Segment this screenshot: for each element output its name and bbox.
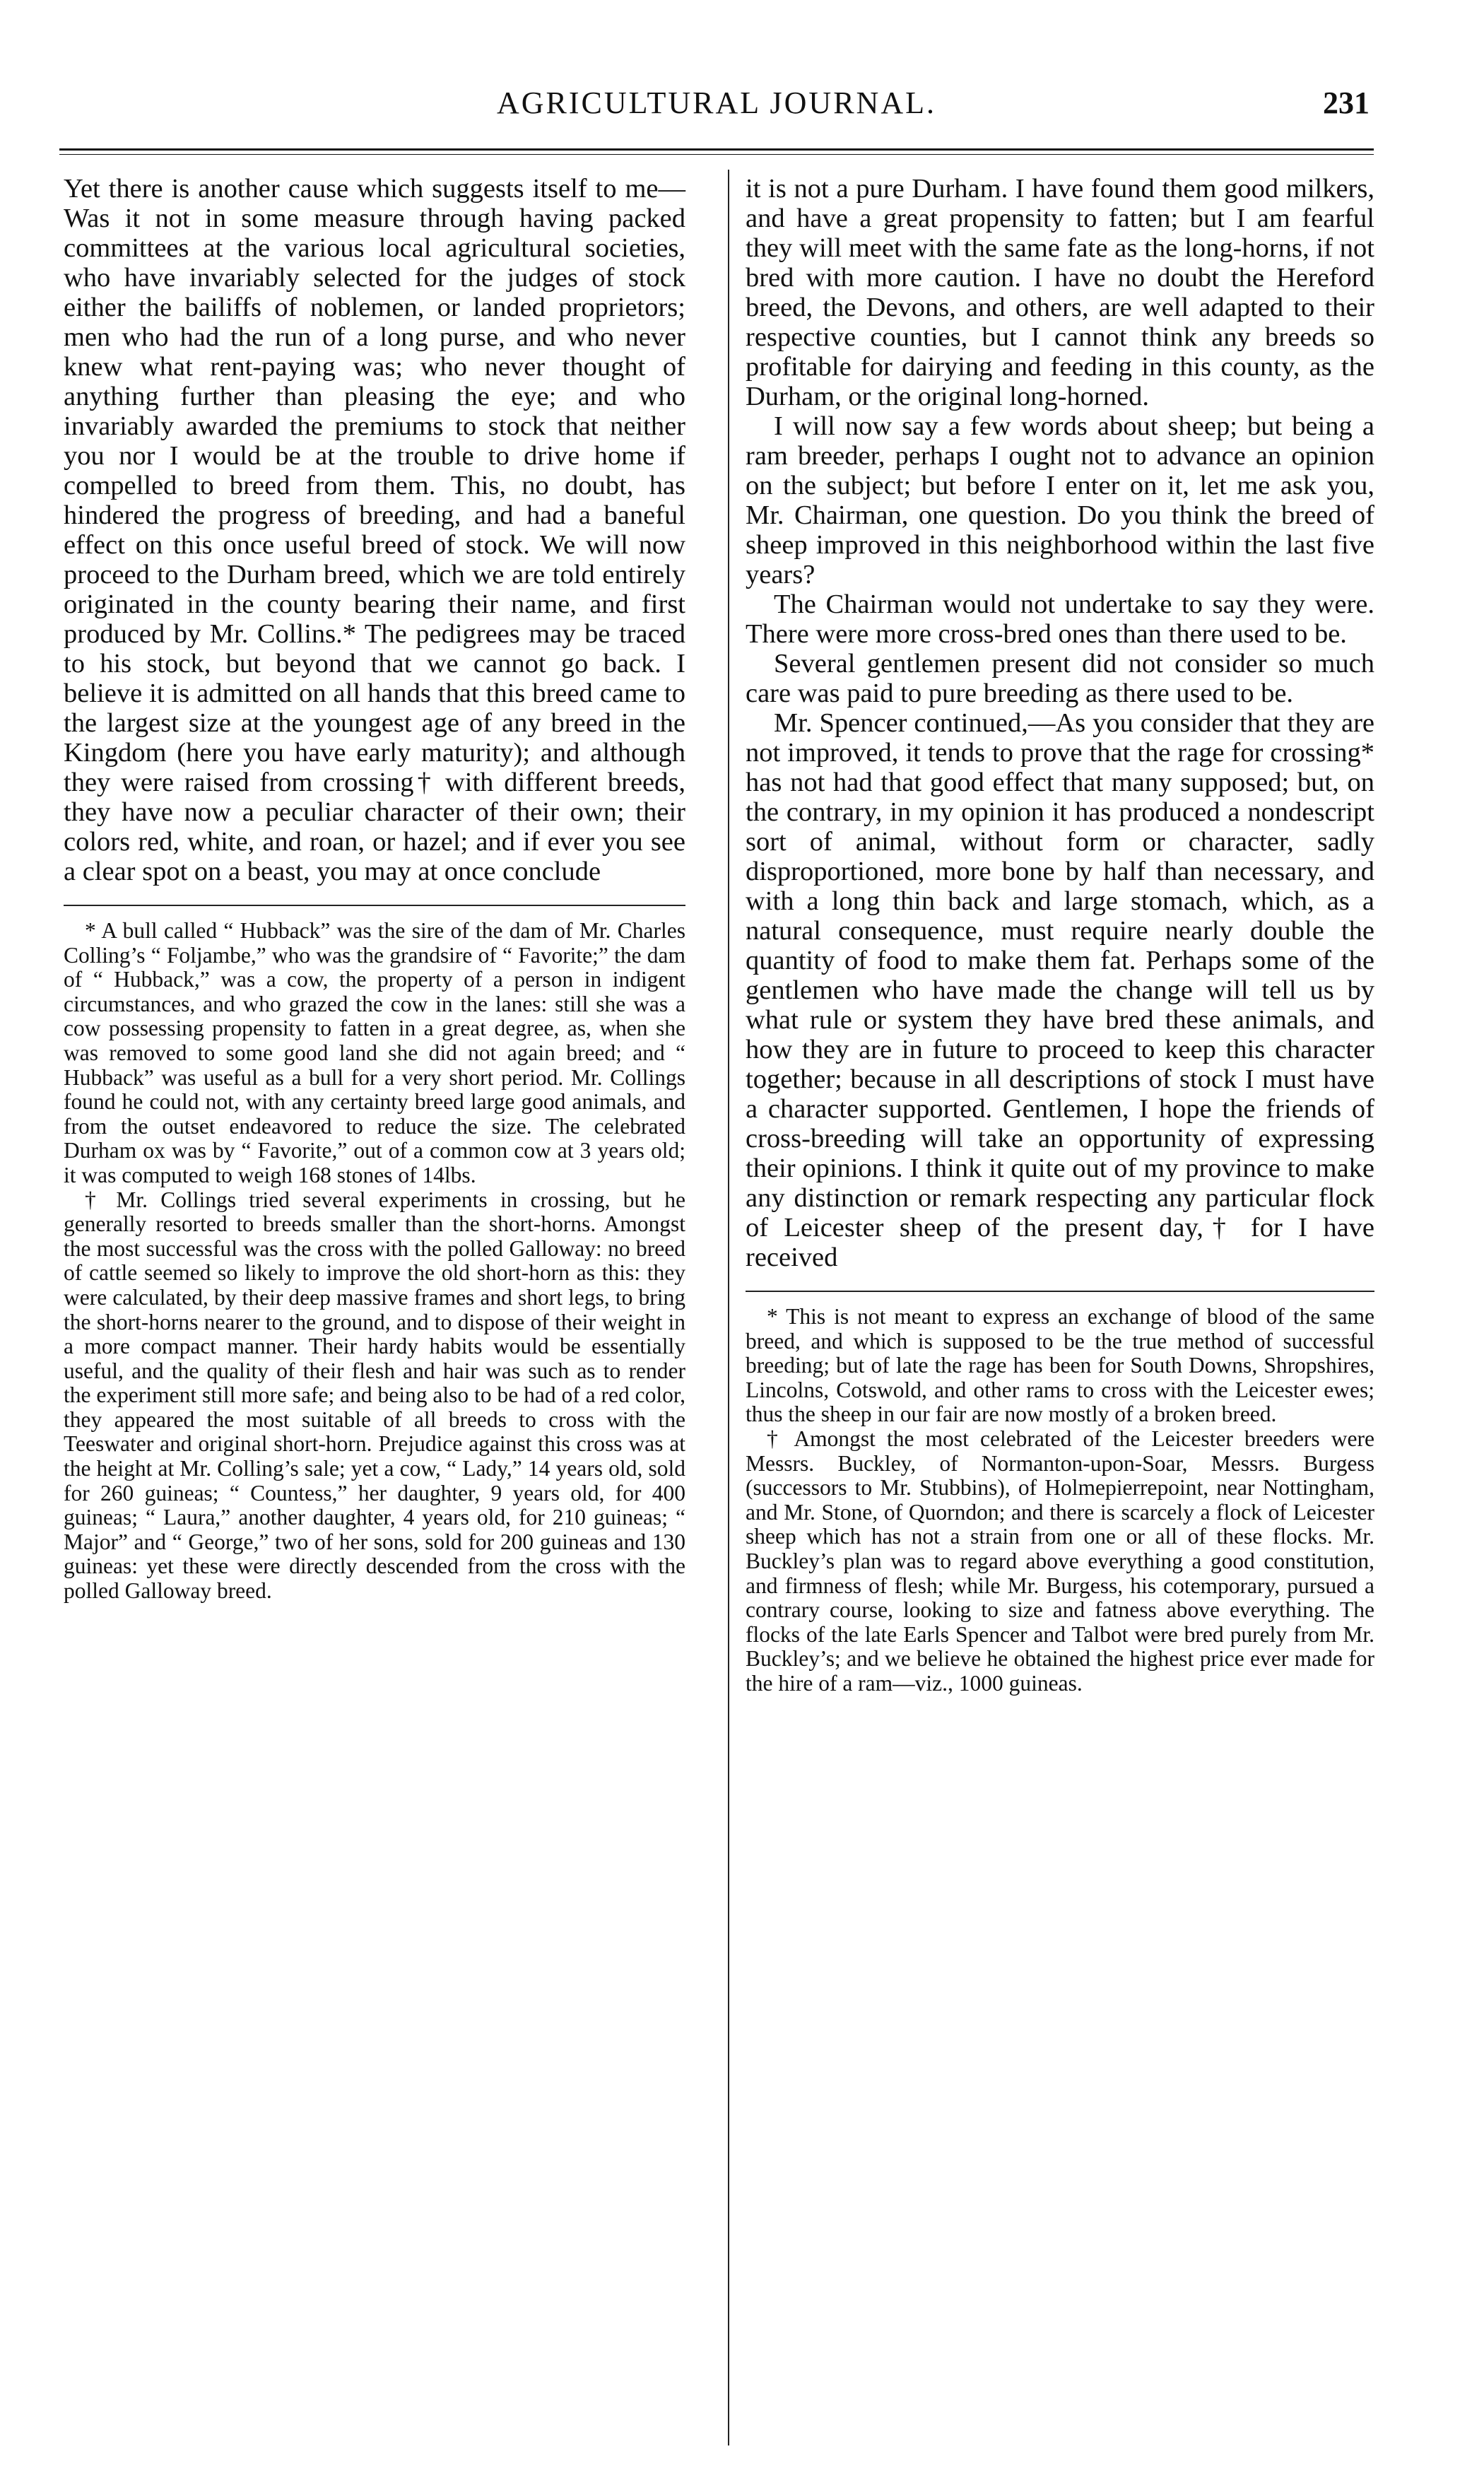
right-column xyxy=(746,174,1374,1696)
footnote-rule xyxy=(64,905,685,906)
column-divider xyxy=(728,170,729,2445)
footnote: † Amongst the most celebrated of the Leicester breeders were Messrs. Buckley, of Normanton-upon-Soar, Messrs. Burgess (successors to Mr. Stubbins), of Holmepierrepoint, near Nottingham, and Mr. Stone, of Quorndon; and there is scarcely a flock of Leicester sheep which has not a strain from one or all of these flocks. Mr. Buckley’s plan was to regard above everything a good constitution, and firmness of flesh; while Mr. Burgess, his cotemporary, pursued a contrary course, looking to size and fatness above everything. The flocks of the late Earls Spencer and Talbot were bred purely from Mr. Buckley’s; and we believe he obtained the highest price ever made for the hire of a ram—viz., 1000 guineas. xyxy=(746,1426,1374,1696)
body-paragraph: Several gentlemen present did not consider so much care was paid to pure breeding as there used to be. xyxy=(746,649,1374,708)
page-number: 231 xyxy=(1323,86,1370,120)
footnote: † Mr. Collings tried several experiments in crossing, but he generally resorted to breeds smaller than the short-horns. Amongst the most successful was the cross with the polled Galloway: no breed of cattle seemed so likely to improve the old short-horn as this: they were calculated, by their deep massive frames and short legs, to bring the short-horns nearer to the ground, and to dispose of their weight in a more compact manner. Their hardy habits would be essentially useful, and the quality of their flesh and hair was such as to render the experiment still more safe; and being also to be had of a red color, they appeared the most suitable of all breeds to cross with the Teeswater and original short-horn. Prejudice against this cross was at the height at Mr. Colling’s sale; yet a cow, “ Lady,” 14 years old, sold for 260 guineas; “ Countess,” her daughter, 9 years old, for 400 guineas; “ Laura,” another daughter, 4 years old, for 210 guineas; “ Major” and “ George,” two of her sons, sold for 200 guineas and 130 guineas: yet these were directly descended from the cross with the polled Galloway breed. xyxy=(64,1187,685,1604)
footnote: * This is not meant to express an exchange of blood of the same breed, and which is supposed to be the true method of successful breeding; but of late the rage has been for South Downs, Shropshires, Lincolns, Cotswold, and other rams to cross with the Leicester ewes; thus the sheep in our fair are now mostly of a broken breed. xyxy=(746,1304,1374,1427)
body-paragraph: Mr. Spencer continued,—As you consider that they are not improved, it tends to prove that the rage for crossing* has not had that good effect that many supposed; but, on the contrary, in my opinion it has produced a nondescript sort of animal, without form or character, sadly disproportioned, more bone by half than necessary, and with a long thin back and large stomach, which, as a natural consequence, must require nearly double the quantity of food to make them fat. Perhaps some of the gentlemen who have made the change will tell us by what rule or system they have bred these animals, and how they are in future to proceed to keep this character together; because in all descriptions of stock I must have a character supported. Gentlemen, I hope the friends of cross-breeding will take an opportunity of expressing their opinions. I think it quite out of my province to make any distinction or remark respecting any particular flock of Leicester sheep of the present day,† for I have received xyxy=(746,708,1374,1272)
footnote: * A bull called “ Hubback” was the sire of the dam of Mr. Charles Colling’s “ Foljambe,” who was the grandsire of “ Favorite;” the dam of “ Hubback,” was a cow, the property of a person in indigent circumstances, and who grazed the cow in the lanes: still she was a cow possessing propensity to fatten in a great degree, as, when she was removed to some good land she did not again breed; and “ Hubback” was useful as a bull for a very short period. Mr. Collings found he could not, with any certainty breed large good animals, and from the outset endeavored to reduce the size. The celebrated Durham ox was by “ Favorite,” out of a common cow at 3 years old; it was computed to weigh 168 stones of 14lbs. xyxy=(64,918,685,1187)
left-column xyxy=(64,174,685,1604)
body-paragraph: it is not a pure Durham. I have found them good milkers, and have a great propensity to fatten; but I am fearful they will meet with the same fate as the long-horns, if not bred with more caution. I have no doubt the Hereford breed, the Devons, and others, are well adapted to their respective counties, but I cannot think any breeds so profitable for dairying and feeding in this county, as the Durham, or the original long-horned. xyxy=(746,174,1374,411)
footnote-rule xyxy=(746,1291,1374,1292)
header-rule-thin xyxy=(59,154,1374,155)
running-title: AGRICULTURAL JOURNAL. xyxy=(497,86,936,120)
page-header xyxy=(59,85,1374,134)
body-paragraph: The Chairman would not undertake to say they were. There were more cross-bred ones than there used to be. xyxy=(746,589,1374,649)
body-paragraph: Yet there is another cause which suggests itself to me—Was it not in some measure through having packed committees at the various local agricultural societies, who have invariably selected for the judges of stock either the bailiffs of noblemen, or landed proprietors; men who had the run of a long purse, and who never knew what rent-paying was; who never thought of anything further than pleasing the eye; and who invariably awarded the premiums to stock that neither you nor I would be at the trouble to drive home if compelled to breed from them. This, no doubt, has hindered the progress of breeding, and had a baneful effect on this once useful breed of stock. We will now proceed to the Durham breed, which we are told entirely originated in the county bearing their name, and first produced by Mr. Collins.* The pedigrees may be traced to his stock, but beyond that we cannot go back. I believe it is admitted on all hands that this breed came to the largest size at the youngest age of any breed in the Kingdom (here you have early maturity); and although they were raised from crossing† with different breeds, they have now a peculiar character of their own; their colors red, white, and roan, or hazel; and if ever you see a clear spot on a beast, you may at once conclude xyxy=(64,174,685,886)
body-paragraph: I will now say a few words about sheep; but being a ram breeder, perhaps I ought not to advance an opinion on the subject; but before I enter on it, let me ask you, Mr. Chairman, one question. Do you think the breed of sheep improved in this neighborhood within the last five years? xyxy=(746,411,1374,589)
header-rule xyxy=(59,148,1374,151)
